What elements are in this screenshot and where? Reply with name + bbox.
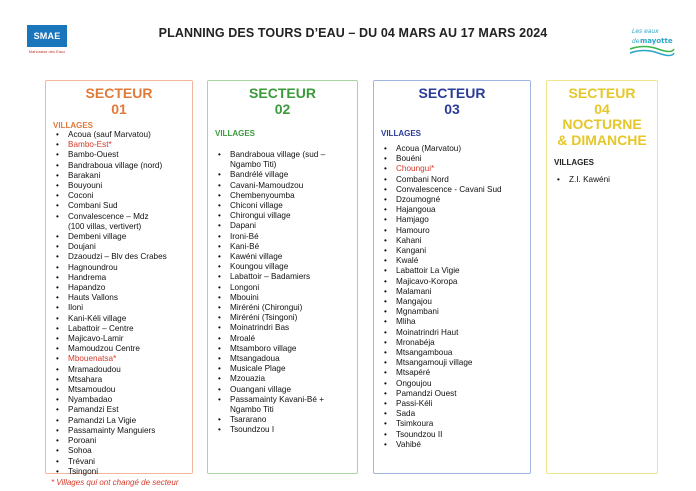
village-item: • Moinatrindri Bas [216,323,357,333]
village-item: • Poroani [54,436,192,446]
village-item: • Cavani-Mamoudzou [216,181,357,191]
village-item: • Pamandzi Est [54,405,192,415]
village-item: • Passamainty Kavani-Bé + Ngambo Titi [216,395,357,415]
village-item: • Bandraboua village (sud – Ngambo Titi) [216,150,357,170]
village-item: • Trévani [54,457,192,467]
sector-03-panel [373,80,531,474]
village-item: • Koungou village [216,262,357,272]
village-item: • Hagnoundrou [54,263,192,273]
village-item: • Hamouro [382,226,530,236]
village-item: • Mbouini [216,293,357,303]
sector-02-panel [207,80,358,474]
village-item: • Kwalé [382,256,530,266]
sector-04-heading: SECTEUR 04 NOCTURNE & DIMANCHE [557,85,647,148]
village-item: • Combani Sud [54,201,192,211]
village-item: • Bandrélé village [216,170,357,180]
village-item: • Hamjago [382,215,530,225]
village-item: • Miréréni (Chirongui) [216,303,357,313]
village-item: • Acoua (Marvatou) [382,144,530,154]
village-item: • Mzouazia [216,374,357,384]
village-item: • Tsimkoura [382,419,530,429]
village-item: • Chembenyoumba [216,191,357,201]
village-item: • Bambo-Ouest [54,150,192,160]
village-item: • Mangajou [382,297,530,307]
village-item: • Ouangani village [216,385,357,395]
sector-01-heading: SECTEUR 01 [85,85,153,117]
village-item: • Moinatrindri Haut [382,328,530,338]
village-item: • Labattoir – Badamiers [216,272,357,282]
village-item: • Mamoudzou Centre [54,344,192,354]
village-item: • Convalescence – Mdz (100 villas, vertivert) [54,212,192,232]
sector-03-village-list [382,144,530,450]
village-item: • Z.I. Kawéni [555,175,657,185]
page-title: PLANNING DES TOURS D’EAU – DU 04 MARS AU 17 MARS 2024 [158,26,548,40]
village-item: • Hauts Vallons [54,293,192,303]
village-item: • Dzaoudzi – Blv des Crabes [54,252,192,262]
village-item: • Pamandzi La Vigie [54,416,192,426]
village-item: • Sada [382,409,530,419]
village-item: • Mgnambani [382,307,530,317]
logo-line-2: de [632,38,640,45]
village-item: • Miréréni (Tsingoni) [216,313,357,323]
village-item: • Handrema [54,273,192,283]
village-item: • Mtsangadoua [216,354,357,364]
village-item: • Kawéni village [216,252,357,262]
village-item: • Kani-Kéli village [54,314,192,324]
sector-03-villages-label: VILLAGES [381,129,422,138]
sector-02-village-list [216,150,357,436]
village-item: • Sohoa [54,446,192,456]
village-item: • Convalescence - Cavani Sud [382,185,530,195]
sector-01-village-list [54,130,192,477]
sector-03-heading: SECTEUR 03 [418,85,486,117]
village-item: • Iloni [54,303,192,313]
smae-logo-subtitle: Mahoraise des Eaux [28,49,66,54]
village-item: • Mramadoudou [54,365,192,375]
village-item: • Mroalé [216,334,357,344]
village-item: • Acoua (sauf Marvatou) [54,130,192,140]
village-item: • Mtsahara [54,375,192,385]
village-item: • Tsingoni [54,467,192,477]
village-item: • Tsararano [216,415,357,425]
village-item: • Ironi-Bé [216,232,357,242]
village-item: • Coconi [54,191,192,201]
village-item: • Mtsangamouji village [382,358,530,368]
village-item: • Longoni [216,283,357,293]
sector-02-villages-label: VILLAGES [215,129,256,138]
eaux-de-mayotte-logo [626,23,676,69]
village-item: • Ongoujou [382,379,530,389]
sector-01-panel [45,80,193,474]
sector-01-villages-label: VILLAGES [53,121,94,130]
village-item: • Pamandzi Ouest [382,389,530,399]
village-item: • Passamainty Manguiers [54,426,192,436]
village-item: • Kani-Bé [216,242,357,252]
footnote-changed-sectors: * Villages qui ont changé de secteur [51,478,179,487]
village-item: • Mbouenatsa* [54,354,192,364]
village-item: • Tsoundzou I [216,425,357,435]
village-item: • Bandraboua village (nord) [54,161,192,171]
village-item: • Chiconi village [216,201,357,211]
village-item: • Labattoir – Centre [54,324,192,334]
village-item: • Chirongui village [216,211,357,221]
village-item: • Hapandzo [54,283,192,293]
village-item: • Labattoir La Vigie [382,266,530,276]
village-item: • Barakani [54,171,192,181]
logo-line-3: mayotte [640,37,673,45]
village-item: • Nyambadao [54,395,192,405]
village-item: • Mtsapéré [382,368,530,378]
village-item: • Combani Nord [382,175,530,185]
village-item: • Hajangoua [382,205,530,215]
village-item: • Dembeni village [54,232,192,242]
village-item: • Dapani [216,221,357,231]
sector-04-village-list [555,175,657,185]
village-item: • Kahani [382,236,530,246]
smae-logo: SMAE [27,25,67,47]
sector-02-heading: SECTEUR 02 [249,85,316,117]
logo-line-1: Les eaux [632,28,659,35]
village-item: • Choungui* [382,164,530,174]
village-item: • Mliha [382,317,530,327]
village-item: • Mtsamoudou [54,385,192,395]
village-item: • Mtsamboro village [216,344,357,354]
sector-04-panel [546,80,658,474]
sector-04-villages-label: VILLAGES [554,158,595,167]
village-item: • Majicavo-Koropa [382,277,530,287]
village-item: • Bouyouni [54,181,192,191]
village-item: • Mtsangamboua [382,348,530,358]
village-item: • Passi-Kéli [382,399,530,409]
village-item: • Musicale Plage [216,364,357,374]
village-item: • Tsoundzou II [382,430,530,440]
village-item: • Kangani [382,246,530,256]
village-item: • Mronabéja [382,338,530,348]
village-item: • Bambo-Est* [54,140,192,150]
village-item: • Malamani [382,287,530,297]
village-item: • Majicavo-Lamir [54,334,192,344]
village-item: • Vahibé [382,440,530,450]
village-item: • Dzoumogné [382,195,530,205]
village-item: • Doujani [54,242,192,252]
village-item: • Bouéni [382,154,530,164]
